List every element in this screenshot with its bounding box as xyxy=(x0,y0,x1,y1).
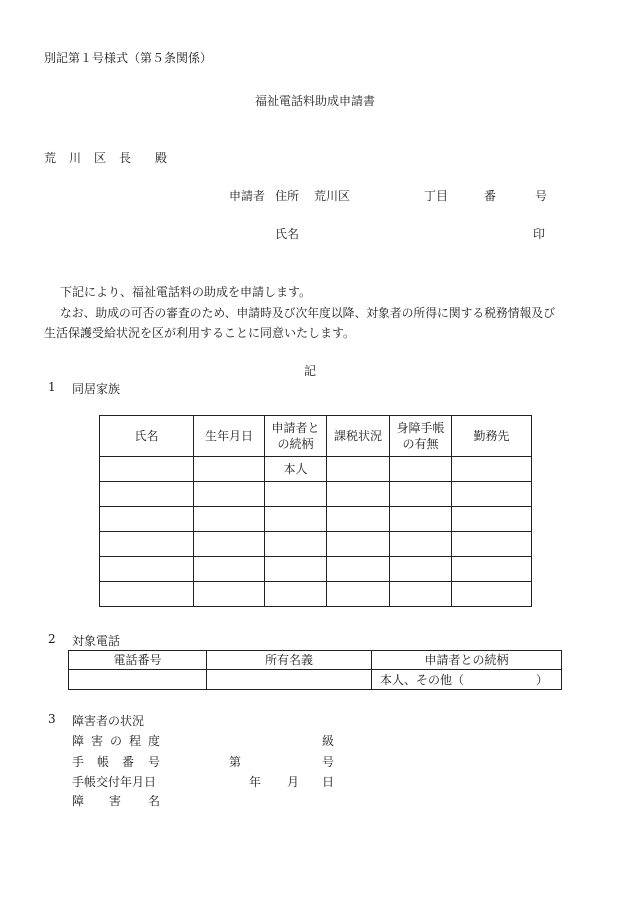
header-cell: 所有名義 xyxy=(207,651,372,670)
table-cell[interactable] xyxy=(390,582,452,607)
table-cell[interactable] xyxy=(194,582,265,607)
label-char: 号 xyxy=(148,755,161,769)
table-cell[interactable] xyxy=(327,457,390,482)
table-cell[interactable] xyxy=(100,557,194,582)
applicant-label: 申請者 xyxy=(229,189,266,203)
techo-go: 号 xyxy=(322,755,335,769)
phone-table-header xyxy=(69,651,562,670)
table-cell[interactable] xyxy=(452,457,532,482)
issue-day: 日 xyxy=(322,775,335,789)
addressee-char: 川 xyxy=(69,151,82,165)
issue-date-label: 手帳交付年月日 xyxy=(72,775,157,789)
header-cell: 身障手帳 の有無 xyxy=(390,416,452,457)
addressee-char: 長 xyxy=(119,151,132,165)
address-ward: 荒川区 xyxy=(314,189,351,203)
label-char: 害 xyxy=(91,734,104,748)
address-go: 号 xyxy=(535,189,548,203)
grade-unit: 級 xyxy=(322,734,335,748)
table-cell[interactable] xyxy=(194,532,265,557)
label-char: 度 xyxy=(148,734,161,748)
issue-year: 年 xyxy=(249,775,262,789)
section-2-heading: 対象電話 xyxy=(72,634,121,648)
header-cell: 申請者と の続柄 xyxy=(265,416,327,457)
table-cell[interactable] xyxy=(100,532,194,557)
section-1-number: 1 xyxy=(48,380,56,394)
table-cell[interactable] xyxy=(327,582,390,607)
section-2-number: 2 xyxy=(48,632,56,646)
header-cell: 申請者との続柄 xyxy=(372,651,562,670)
label-char: 名 xyxy=(148,794,161,808)
table-cell[interactable] xyxy=(100,457,194,482)
table-cell[interactable] xyxy=(390,482,452,507)
table-cell[interactable] xyxy=(265,532,327,557)
table-row xyxy=(100,532,532,557)
table-cell[interactable] xyxy=(327,532,390,557)
ki-mark: 記 xyxy=(303,364,316,378)
table-cell[interactable] xyxy=(265,557,327,582)
body-line-3: 生活保護受給状況を区が利用することに同意いたします。 xyxy=(44,326,356,340)
table-cell[interactable] xyxy=(327,482,390,507)
table-cell[interactable] xyxy=(390,532,452,557)
table-cell[interactable] xyxy=(452,582,532,607)
form-number: 別記第１号様式（第５条関係） xyxy=(44,51,213,65)
label-char: 手 xyxy=(72,755,85,769)
label-char: 程 xyxy=(129,734,142,748)
label-char: 障 xyxy=(72,734,85,748)
address-chome: 丁目 xyxy=(424,189,449,203)
table-cell[interactable] xyxy=(452,532,532,557)
table-row xyxy=(100,557,532,582)
body-line-1: 下記により、福祉電話料の助成を申請します。 xyxy=(60,285,312,299)
table-cell[interactable] xyxy=(452,482,532,507)
table-row xyxy=(100,457,532,482)
table-cell[interactable] xyxy=(327,557,390,582)
address-label: 住所 xyxy=(275,189,300,203)
techo-dai: 第 xyxy=(229,755,242,769)
table-cell[interactable] xyxy=(207,670,372,690)
name-label: 氏名 xyxy=(275,227,300,241)
table-cell[interactable] xyxy=(100,507,194,532)
table-row xyxy=(100,582,532,607)
label-char: 障 xyxy=(72,794,85,808)
table-cell[interactable] xyxy=(265,482,327,507)
phone-table xyxy=(68,650,562,690)
table-cell[interactable] xyxy=(194,557,265,582)
table-cell[interactable] xyxy=(100,482,194,507)
header-cell: 氏名 xyxy=(100,416,194,457)
table-cell[interactable] xyxy=(390,457,452,482)
label-char: 害 xyxy=(109,794,122,808)
section-1-heading: 同居家族 xyxy=(72,382,121,396)
address-ban: 番 xyxy=(484,189,497,203)
issue-month: 月 xyxy=(287,775,300,789)
section-3-heading: 障害者の状況 xyxy=(72,714,145,728)
family-table-header xyxy=(100,416,532,457)
section-3-number: 3 xyxy=(48,712,56,726)
family-table xyxy=(99,415,532,607)
label-char: 番 xyxy=(122,755,135,769)
table-cell[interactable] xyxy=(194,507,265,532)
addressee-honorific: 殿 xyxy=(155,151,168,165)
table-row xyxy=(100,482,532,507)
table-cell[interactable] xyxy=(390,557,452,582)
label-char: 帳 xyxy=(97,755,110,769)
table-cell[interactable] xyxy=(265,507,327,532)
addressee-char: 区 xyxy=(94,151,107,165)
table-cell[interactable] xyxy=(100,582,194,607)
table-cell[interactable] xyxy=(452,557,532,582)
table-cell[interactable]: 本人 xyxy=(265,457,327,482)
table-cell[interactable] xyxy=(194,482,265,507)
form-title: 福祉電話料助成申請書 xyxy=(254,94,375,108)
addressee-char: 荒 xyxy=(44,151,57,165)
body-line-2: なお、助成の可否の審査のため、申請時及び次年度以降、対象者の所得に関する税務情報及び xyxy=(60,306,555,320)
table-cell[interactable] xyxy=(390,507,452,532)
header-cell: 課税状況 xyxy=(327,416,390,457)
table-cell[interactable]: 本人、その他（ ） xyxy=(372,670,562,690)
table-cell[interactable] xyxy=(265,582,327,607)
table-row xyxy=(100,507,532,532)
table-cell[interactable] xyxy=(194,457,265,482)
table-row xyxy=(69,670,562,690)
header-cell: 生年月日 xyxy=(194,416,265,457)
table-cell[interactable] xyxy=(452,507,532,532)
header-cell: 勤務先 xyxy=(452,416,532,457)
table-cell[interactable] xyxy=(327,507,390,532)
header-cell: 電話番号 xyxy=(69,651,207,670)
seal-mark: 印 xyxy=(533,227,546,241)
table-cell[interactable] xyxy=(69,670,207,690)
label-char: の xyxy=(110,734,123,748)
